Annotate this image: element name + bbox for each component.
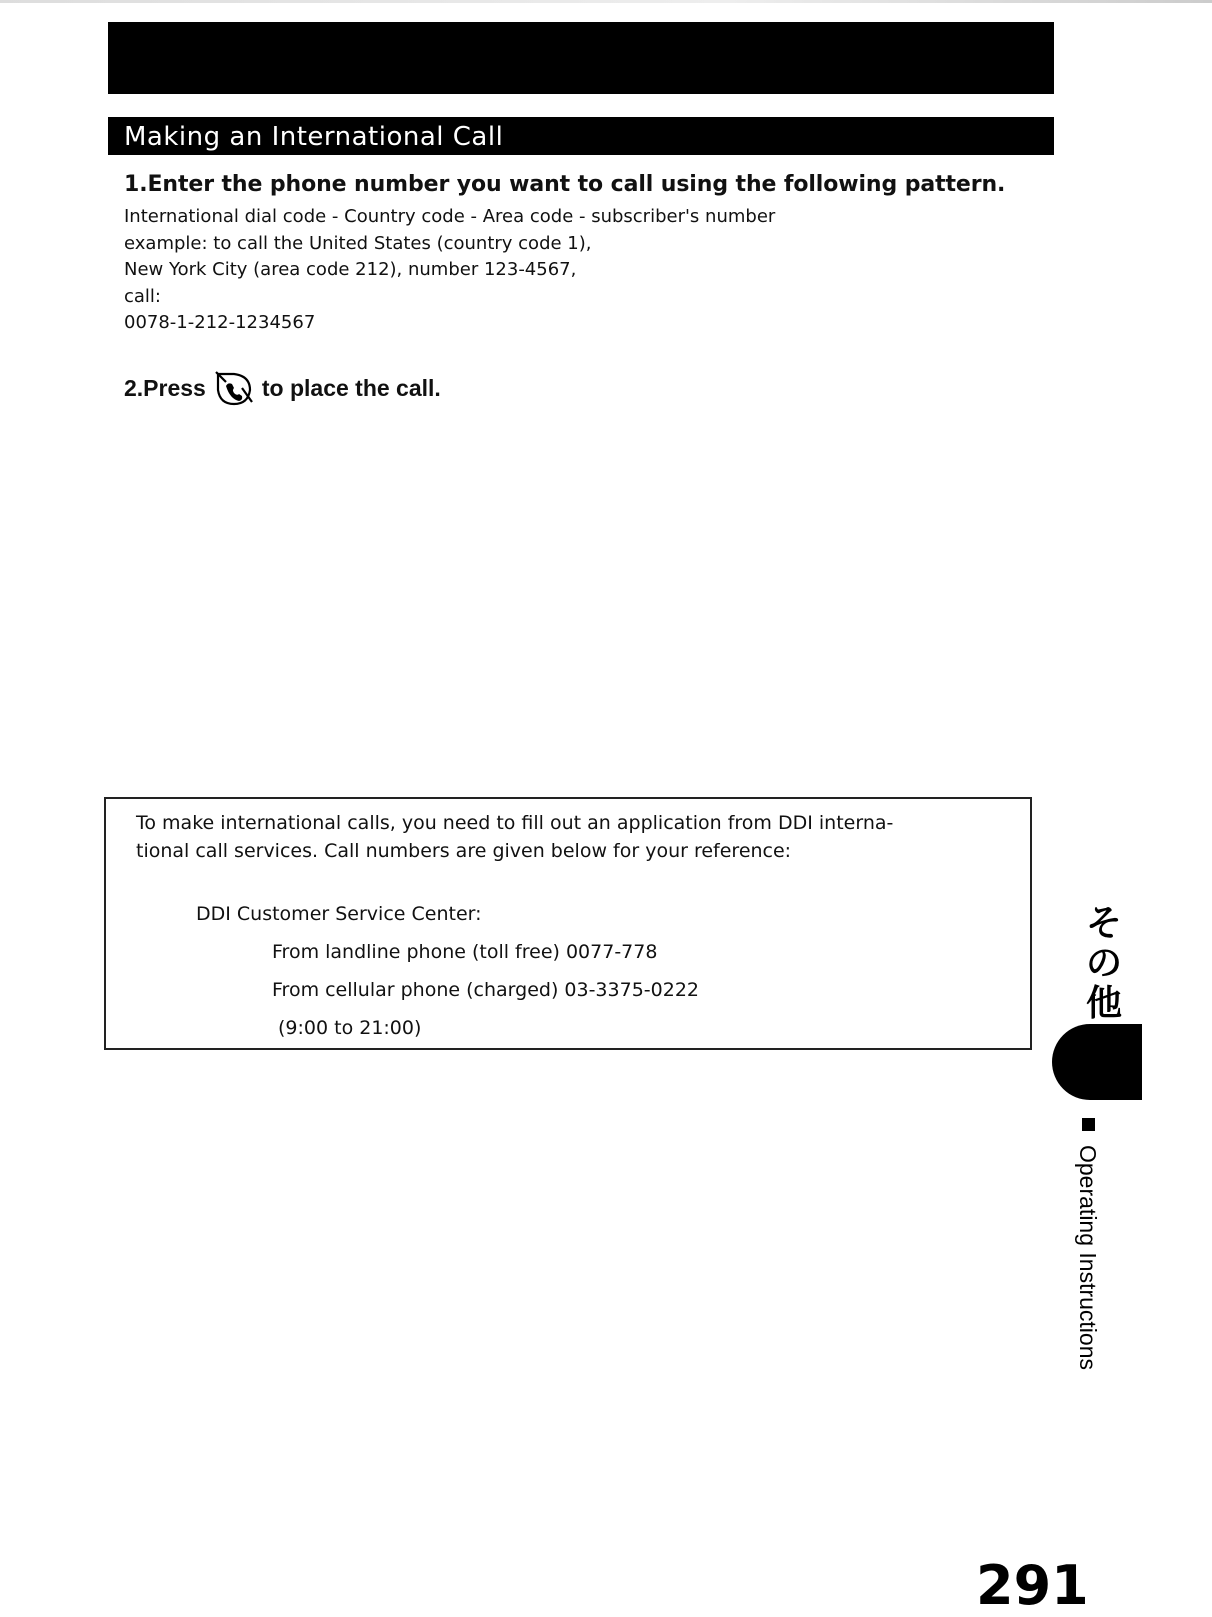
side-tab-marker xyxy=(1052,1024,1142,1100)
step2-prefix: 2.Press xyxy=(124,375,206,401)
service-center-label: DDI Customer Service Center: xyxy=(196,903,482,925)
section-title: Making an International Call xyxy=(124,122,504,152)
top-scan-rule xyxy=(0,0,1212,3)
step1-line-example: example: to call the United States (country code 1), xyxy=(124,232,592,254)
info-line-2: tional call services. Call numbers are given below for your reference: xyxy=(136,840,792,862)
side-jp-label xyxy=(1074,904,1134,1024)
step1-line-number: 0078-1-212-1234567 xyxy=(124,312,316,333)
landline-number: From landline phone (toll free) 0077-778 xyxy=(272,941,658,963)
service-hours: (9:00 to 21:00) xyxy=(278,1017,422,1039)
square-bullet-icon xyxy=(1082,1118,1095,1131)
call-key-icon xyxy=(212,368,256,408)
header-bar xyxy=(108,22,1054,94)
side-jp-char-1: そ xyxy=(1085,903,1122,944)
side-vertical-text: Operating Instructions xyxy=(1075,1145,1101,1371)
step1-line-pattern: International dial code - Country code - Area code - subscriber's number xyxy=(124,206,776,227)
step1-body xyxy=(124,204,775,337)
side-jp-char-3: 他 xyxy=(1085,983,1122,1024)
cellular-number: From cellular phone (charged) 03-3375-0222 xyxy=(272,979,699,1001)
step2-instruction xyxy=(124,368,441,408)
side-jp-char-2: の xyxy=(1085,943,1122,984)
step1-line-city: New York City (area code 212), number 123-4567, xyxy=(124,259,577,280)
page-number: 291 xyxy=(976,1554,1089,1617)
step2-suffix: to place the call. xyxy=(261,375,441,401)
step1-line-call: call: xyxy=(124,285,161,307)
info-line-1: To make international calls, you need to fill out an application from DDI interna- xyxy=(136,812,894,834)
side-vertical-label xyxy=(1073,1118,1103,1370)
step1-heading: 1.Enter the phone number you want to call using the following pattern. xyxy=(124,172,1006,197)
